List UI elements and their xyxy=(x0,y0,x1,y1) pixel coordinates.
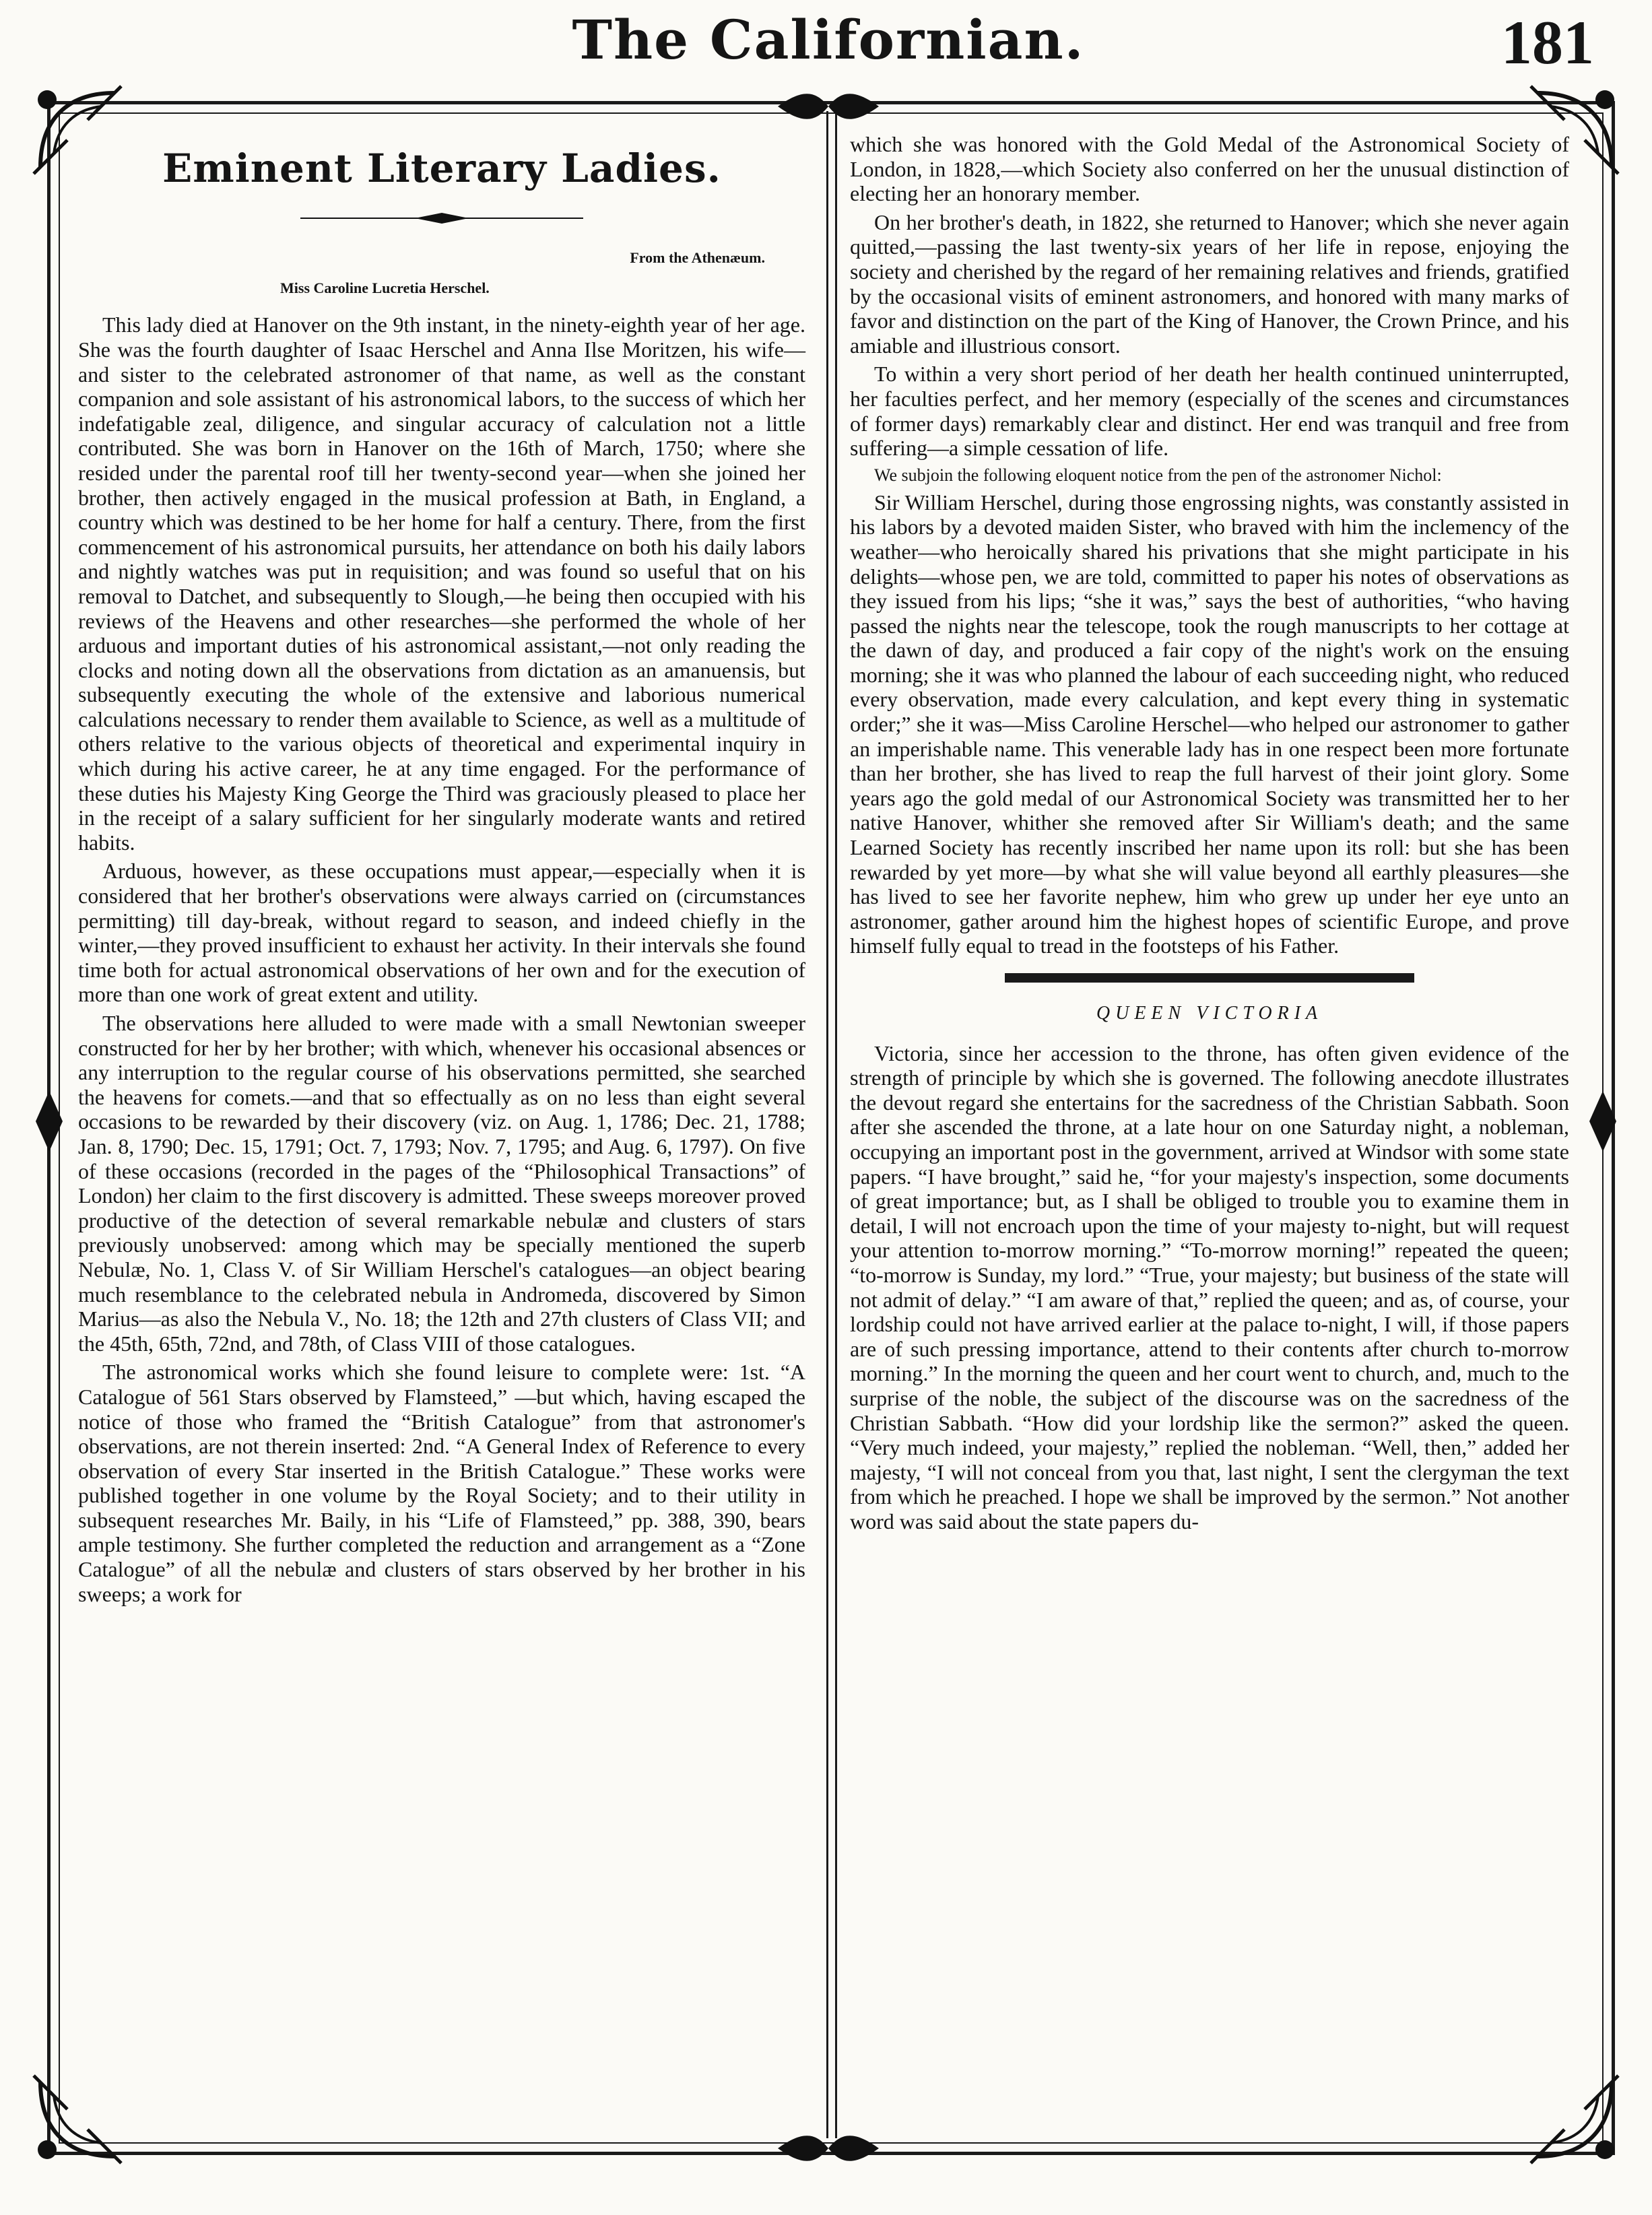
quote-paragraph: Sir William Herschel, during those engrossing nights, was constantly assisted in his labors by a devoted maiden Sister, who braved with him the inclemency of the weather—who heroically shared his privations that she might participate in his delights—whose pen, we are told, committed to paper his notes of observations as they issued from his lips; “she it was,” says the best of authorities, “who having passed the nights near the telescope, took the rough manuscripts to her cottage at the dawn of day, and produced a fair copy of the night's work on the ensuing morning; she it was who planned the labour of each succeeding night, who reduced every observation, made every calculation, and kept every thing in systematic order;” she it was—Miss Caroline Herschel—who helped our astronomer to gather an imperishable name. This venerable lady has in one respect been more fortunate than her brother, she has lived to reap the full harvest of their joint glory. Some years ago the gold medal of our Astronomical Society was transmitted her to her native Hanover, whither she removed after Sir William's death; and the same Learned Society has recently inscribed her name upon its roll: but she has been rewarded by yet more—by what she will value beyond all earthly pleasures—she has lived to see her favorite nephew, him who grew up under her eye unto an astronomer, gather around him the highest hopes of scientific Europe, and prove himself fully equal to tread in the footsteps of his Father. xyxy=(850,490,1569,958)
corner-ornament-bottom-left-icon xyxy=(27,2069,128,2170)
left-side-ornament-icon xyxy=(32,1091,66,1152)
section-divider-rule xyxy=(1005,973,1414,983)
paragraph: To within a very short period of her death her health continued uninterrupted, her faculties perfect, and her memory (especially of the scenes and circumstances of former days) remarkably clear and distinct. Her end was tranquil and free from suffering—a simple cessation of life. xyxy=(850,362,1569,461)
paragraph: which she was honored with the Gold Medal of the Astronomical Society of London, in 1828,—which Society also conferred on her the unusual distinction of electing her an honorary member. xyxy=(850,132,1569,206)
paragraph: This lady died at Hanover on the 9th instant, in the ninety-eighth year of her age. She was the fourth daughter of Isaac Herschel and Anna Ilse Moritzen, his wife—and sister to the celebrated astronomer of that name, as well as the constant companion and sole assistant of his astronomical labors, to the success of which her indefatigable zeal, diligence, and singular accuracy of calculation not a little contributed. She was born in Hanover on the 16th of March, 1750; where she resided under the parental roof till her twenty-second year—when she joined her brother, then actively engaged in the musical profession at Bath, in England, a country which was destined to be her home for half a century. There, from the first commencement of his astronomical pursuits, her attendance on both his daily labors and nightly watches was put in requisition; and was found so useful that on his removal to Datchet, and subsequently to Slough,—he being then occupied with his reviews of the Heavens and other researches—she performed the whole of her arduous and important duties of his astronomical assistant,—not only reading the clocks and noting down all the observations from dictation as an amanuensis, but subsequently executing the whole of the extensive and laborious numerical calculations necessary to render them available to Science, as well as a multitude of others relative to the various objects of theoretical and experimental inquiry in which during his active career, he at any time engaged. For the performance of these duties his Majesty King George the Third was graciously pleased to place her in the receipt of a salary sufficient for her singularly moderate wants and retired habits. xyxy=(78,312,805,855)
right-side-ornament-icon xyxy=(1586,1091,1620,1152)
paragraph: On her brother's death, in 1822, she returned to Hanover; which she never again quitted,—passing the last twenty-six years of her life in repose, enjoying the society and cherished by the regard of her remaining relatives and friends, gratified by the occasional visits of eminent astronomers, and honored with many marks of favor and distinction on the part of the King of Hanover, the Crown Prince, and his amiable and illustrious consort. xyxy=(850,209,1569,358)
paragraph: Arduous, however, as these occupations must appear,—especially when it is considered that her brother's observations were always carried on (circumstances permitting) till day-break, without regard to season, and indeed chiefly in the winter,—they proved insufficient to exhaust her activity. In their intervals she found time both for actual astronomical observations of her own and for the execution of more than one work of great extent and utility. xyxy=(78,859,805,1007)
left-column xyxy=(78,132,805,1610)
source-attribution: From the Athenæum. xyxy=(630,249,765,267)
corner-ornament-bottom-right-icon xyxy=(1524,2069,1625,2170)
column-divider xyxy=(826,111,837,2138)
masthead xyxy=(0,5,1652,77)
bottom-center-ornament-icon xyxy=(774,2128,882,2169)
paragraph: Victoria, since her accession to the throne, has often given evidence of the strength of principle by which she is governed. The following anecdote illustrates the devout regard she entertains for the sacredness of the Christian Sabbath. Soon after she ascended the throne, at a late hour on one Saturday night, a nobleman, occupying an important post in the government, arrived at Windsor with some state papers. “I have brought,” said he, “for your majesty's inspection, some documents of great importance; but, as I shall be obliged to trouble you to examine them in detail, I will not encroach upon the time of your majesty to-night, but will request your attention to-morrow morning.” “To-morrow morning!” repeated the queen; “to-morrow is Sunday, my lord.” “True, your majesty; but business of the state will not admit of delay.” “I am aware of that,” replied the queen; and as, of course, your lordship could not have arrived earlier at the palace to-night, I will, if those papers are of such pressing importance, attend to their contents after church to-morrow morning.” In the morning the queen and her court went to church, and, much to the surprise of the noble, the subject of the discourse was on the sacredness of the Christian Sabbath. “How did your lordship like the sermon?” asked the queen. “Very much indeed, your majesty,” replied the nobleman. “Well, then,” added her majesty, “I will not conceal from you that, last night, I sent the clergyman the text from which he preached. I hope we shall be improved by the sermon.” Not another word was said about the state papers du- xyxy=(850,1040,1569,1533)
intro-note: We subjoin the following eloquent notice from the pen of the astronomer Nichol: xyxy=(874,465,1442,485)
right-column xyxy=(850,132,1569,1538)
newspaper-title: The Californian. xyxy=(572,8,1085,71)
title-ornamental-rule xyxy=(78,205,805,230)
paragraph: The observations here alluded to were made with a small Newtonian sweeper constructed for her by her brother; with which, whenever his occasional absences or any interruption to the regular course of his observations permitted, she searched the heavens for comets.—and that so effectually as on no less than eight several occasions to be rewarded by their discovery (viz. on Aug. 1, 1786; Dec. 21, 1788; Jan. 8, 1790; Dec. 15, 1791; Oct. 7, 1793; Nov. 7, 1795; and Aug. 6, 1797). On five of these occasions (recorded in the pages of the “Philosophical Transactions” of London) her claim to the first discovery is admitted. These sweeps moreover proved productive of the detection of several remarkable nebulæ and clusters of stars previously unobserved: among which may be specially mentioned the superb Nebulæ, No. 1, Class V. of Sir William Herschel's catalogues—an object bearing much resemblance to the celebrated nebula in Andromeda, discovered by Simon Marius—as also the Nebula V., No. 18; the 12th and 27th clusters of Class VII; and the 45th, 65th, 72nd, and 78th, of Class VIII of those catalogues. xyxy=(78,1011,805,1356)
article-subject: Miss Caroline Lucretia Herschel. xyxy=(280,279,490,296)
paragraph: The astronomical works which she found leisure to complete were: 1st. “A Catalogue of 561 Stars observed by Flamsteed,” —but which, having escaped the notice of those who framed the “British Catalogue” from that astronomer's observations, are not therein inserted: 2nd. “A General Index of Reference to every observation of every Star inserted in the British Catalogue.” These works were published together in one volume by the Royal Society; and to their utility in subsequent researches Mr. Baily, in his “Life of Flamsteed,” pp. 388, 390, bears ample testimony. She further completed the reduction and arrangement as a “Zone Catalogue” of all the nebulæ and clusters of stars observed by her brother in his sweeps; a work for xyxy=(78,1360,805,1606)
top-center-ornament-icon xyxy=(774,86,882,127)
article-title: QUEEN VICTORIA xyxy=(1096,1003,1323,1024)
rule-ornament-icon xyxy=(300,211,583,225)
page-number: 181 xyxy=(1501,8,1594,77)
article-title: Eminent Literary Ladies. xyxy=(162,145,721,191)
